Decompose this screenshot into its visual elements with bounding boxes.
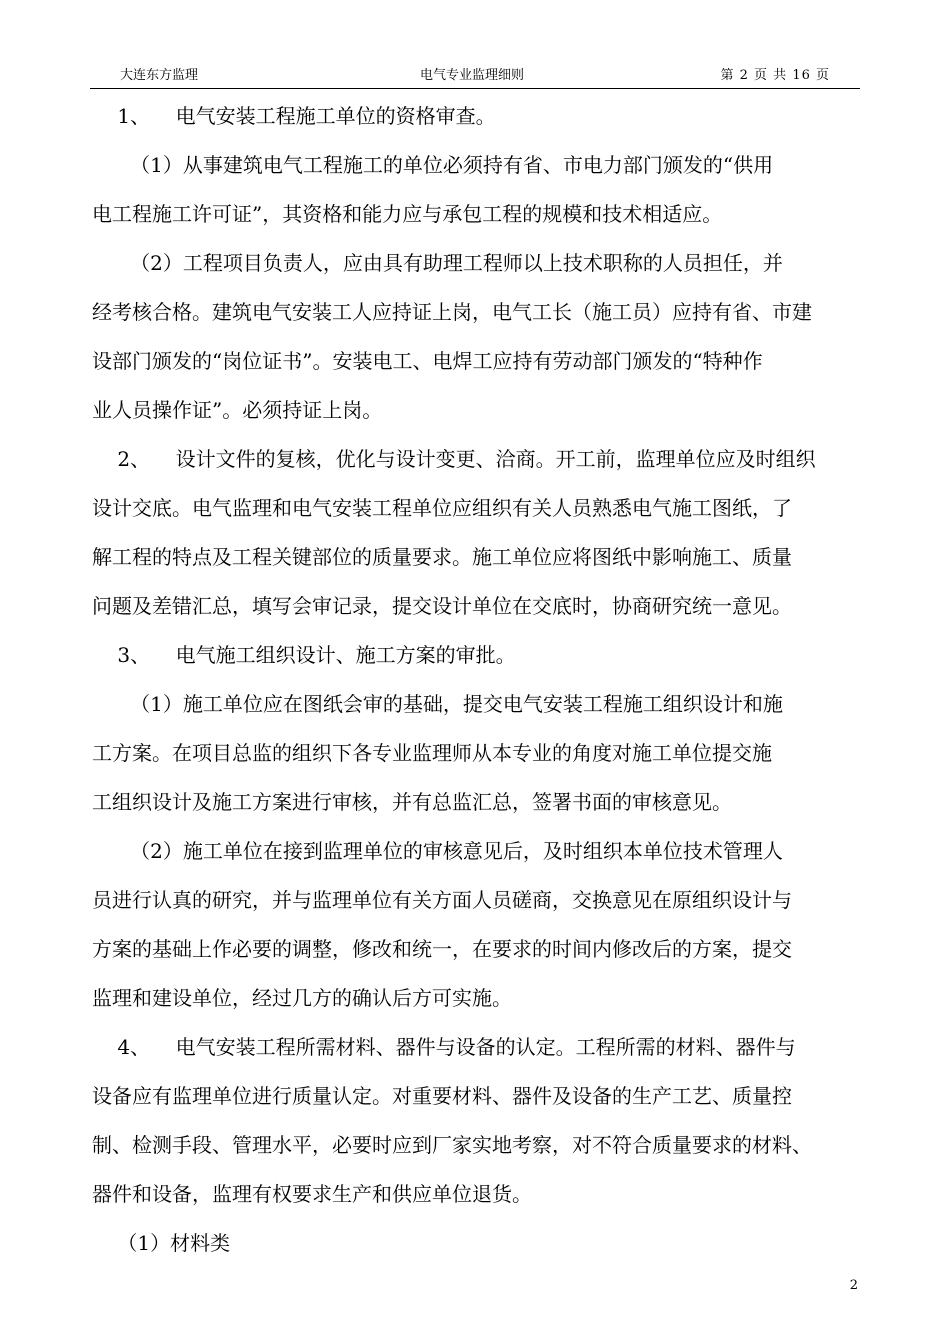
text-line: 问题及差错汇总，填写会审记录，提交设计单位在交底时，协商研究统一意见。	[92, 594, 792, 618]
text-line: （1）从事建筑电气工程施工的单位必须持有省、市电力部门颁发的“供用	[92, 153, 774, 177]
header-document-title: 电气专业监理细则	[420, 68, 525, 83]
text-line: 方案的基础上作必要的调整，修改和统一，在要求的时间内修改后的方案，提交	[92, 937, 792, 961]
text-line: 解工程的特点及工程关键部位的质量要求。施工单位应将图纸中影响施工、质量	[92, 545, 792, 569]
text-line: 制、检测手段、管理水平，必要时应到厂家实地考察，对不符合质量要求的材料、	[92, 1133, 812, 1157]
text-line: 工组织设计及施工方案进行审核，并有总监汇总，签署书面的审核意见。	[92, 790, 732, 814]
text-line: 设计交底。电气监理和电气安装工程单位应组织有关人员熟悉电气施工图纸，了	[92, 496, 792, 520]
text-line: 4、 电气安装工程所需材料、器件与设备的认定。工程所需的材料、器件与	[92, 1035, 796, 1059]
text-line: 设备应有监理单位进行质量认定。对重要材料、器件及设备的生产工艺、质量控	[92, 1084, 792, 1108]
text-line: 2、 设计文件的复核，优化与设计变更、洽商。开工前，监理单位应及时组织	[92, 447, 816, 471]
header-page-info: 第 2 页 共 16 页	[720, 68, 830, 83]
text-line: （1）材料类	[92, 1231, 231, 1255]
text-line: （2）施工单位在接到监理单位的审核意见后，及时组织本单位技术管理人	[92, 839, 783, 863]
text-line: 经考核合格。建筑电气安装工人应持证上岗，电气工长（施工员）应持有省、市建	[92, 300, 812, 324]
page-header	[90, 66, 860, 89]
header-company: 大连东方监理	[120, 68, 199, 83]
text-line: 工方案。在项目总监的组织下各专业监理师从本专业的角度对施工单位提交施	[92, 741, 772, 765]
text-line: 3、 电气施工组织设计、施工方案的审批。	[92, 643, 516, 667]
text-line: 电工程施工许可证”，其资格和能力应与承包工程的规模和技术相适应。	[92, 202, 723, 226]
page-number: 2	[849, 1278, 858, 1293]
text-line: 设部门颁发的“岗位证书”。安装电工、电焊工应持有劳动部门颁发的“特种作	[92, 349, 763, 373]
text-line: 监理和建设单位，经过几方的确认后方可实施。	[92, 986, 512, 1010]
text-line: （1）施工单位应在图纸会审的基础，提交电气安装工程施工组织设计和施	[92, 692, 783, 716]
text-line: 业人员操作证”。必须持证上岗。	[92, 398, 383, 422]
text-line: 员进行认真的研究，并与监理单位有关方面人员磋商，交换意见在原组织设计与	[92, 888, 792, 912]
text-line: （2）工程项目负责人，应由具有助理工程师以上技术职称的人员担任，并	[92, 251, 783, 275]
text-line: 1、 电气安装工程施工单位的资格审查。	[92, 104, 496, 128]
text-line: 器件和设备，监理有权要求生产和供应单位退货。	[92, 1182, 532, 1206]
